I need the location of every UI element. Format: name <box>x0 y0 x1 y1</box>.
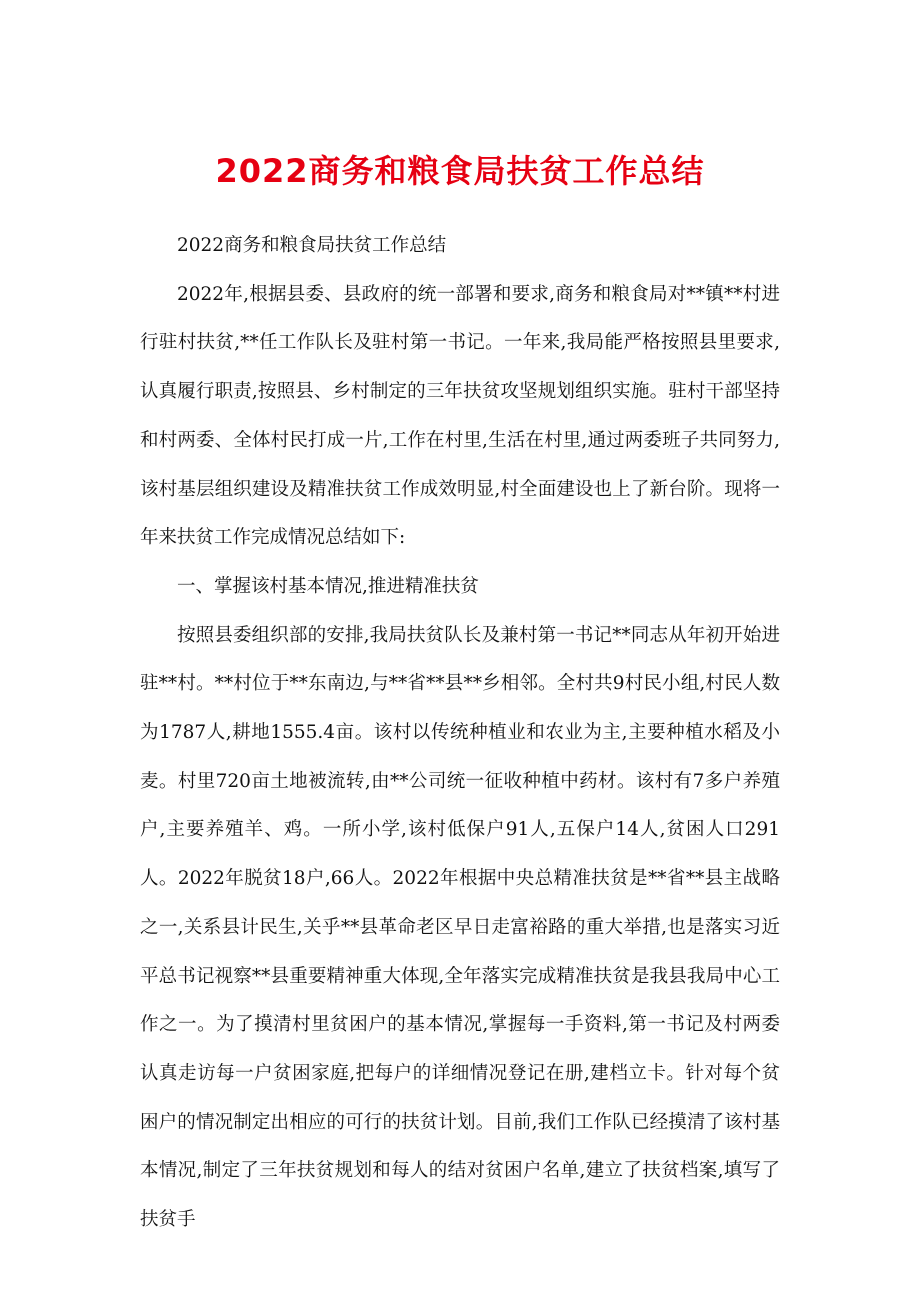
document-title: 2022商务和粮食局扶贫工作总结 <box>215 152 705 191</box>
section-heading-1: 一、掌握该村基本情况,推进精准扶贫 <box>177 575 479 597</box>
document-body <box>140 222 780 1245</box>
body-paragraph: 按照县委组织部的安排,我局扶贫队长及兼村第一书记**同志从年初开始进驻**村。**村位于**东南边,与**省**县**乡相邻。全村共9村民小组,村民人数为1787人,耕地1555.4亩。该村以传统种植业和农业为主,主要种植水稻及小麦。村里720亩土地被流转,由**公司统一征收种植中药材。该村有7多户养殖户,主要养殖羊、鸡。一所小学,该村低保户91人,五保户14人,贫困人口291人。2022年脱贫18户,66人。2022年根据中央总精准扶贫是**省**县主战略之一,关系县计民生,关乎**县革命老区早日走富裕路的重大举措,也是落实习近平总书记视察**县重要精神重大体现,全年落实完成精准扶贫是我县我局中心工作之一。为了摸清村里贫困户的基本情况,掌握每一手资料,第一书记及村两委认真走访每一户贫困家庭,把每户的详细情况登记在册,建档立卡。针对每个贫困户的情况制定出相应的可行的扶贫计划。目前,我们工作队已经摸清了该村基本情况,制定了三年扶贫规划和每人的结对贫困户名单,建立了扶贫档案,填写了扶贫手 <box>140 624 780 1231</box>
subtitle-paragraph: 2022商务和粮食局扶贫工作总结 <box>177 235 447 256</box>
intro-paragraph: 2022年,根据县委、县政府的统一部署和要求,商务和粮食局对**镇**村进行驻村扶贫,**任工作队长及驻村第一书记。一年来,我局能严格按照县里要求,认真履行职责,按照县、乡村制定的三年扶贫攻坚规划组织实施。驻村干部坚持和村两委、全体村民打成一片,工作在村里,生活在村里,通过两委班子共同努力,该村基层组织建设及精准扶贫工作成效明显,村全面建设也上了新台阶。现将一年来扶贫工作完成情况总结如下: <box>140 283 780 549</box>
